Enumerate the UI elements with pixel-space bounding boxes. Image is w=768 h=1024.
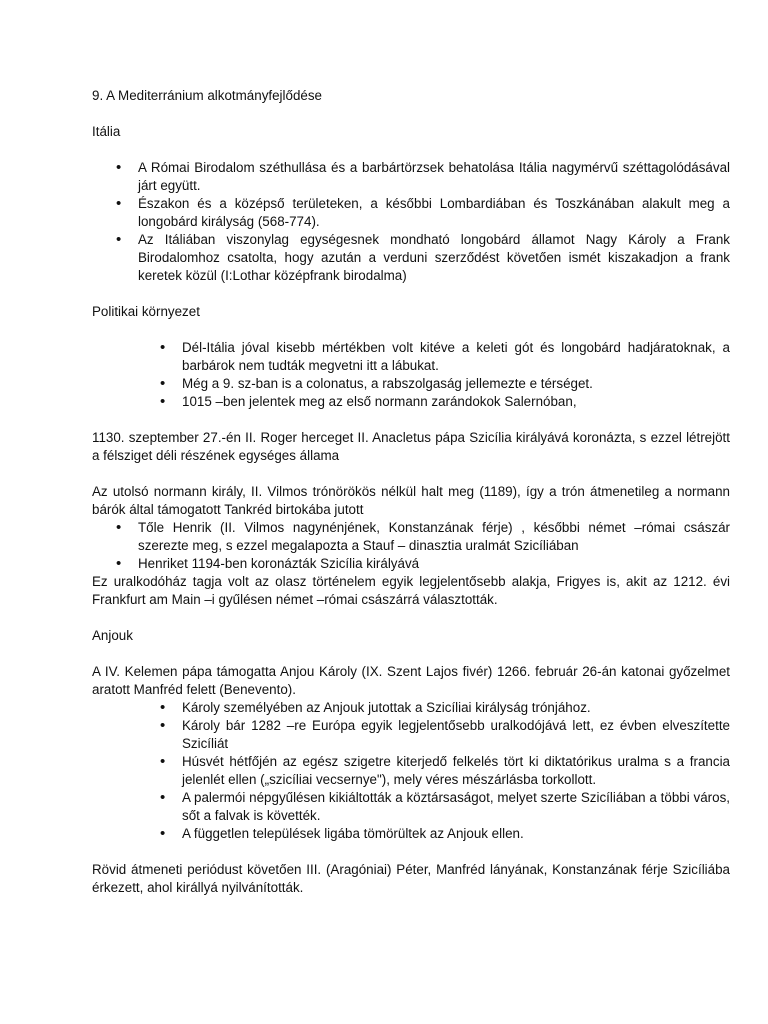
- page-title: 9. A Mediterránium alkotmányfejlődése: [92, 88, 322, 103]
- list-item: • A Római Birodalom széthullása és a barbártörzsek behatolása Itália nagymérvű széttagolódásával járt együtt.: [138, 159, 730, 195]
- list-item: • 1015 –ben jelentek meg az első normann zarándokok Salernóban,: [182, 393, 730, 411]
- paragraph: Ez uralkodóház tagja volt az olasz történelem egyik legjelentősebb alakja, Frigyes is, akit az 1212. évi Frankfurt am Main –i gyűlésen német –római császárrá választották.: [92, 574, 730, 607]
- paragraph: 1130. szeptember 27.-én II. Roger herceget II. Anacletus pápa Szicília királyává koronázta, s ezzel létrejött a félsziget déli részének egységes állama: [92, 430, 730, 463]
- list-item: • Károly bár 1282 –re Európa egyik legjelentősebb uralkodójává lett, ez évben elveszítette Szicíliát: [182, 717, 730, 753]
- list-item: • Tőle Henrik (II. Vilmos nagynénjének, Konstanzának férje) , későbbi német –római császár szerezte meg, s ezzel megalapozta a Stauf – dinasztia uralmát Szicíliában: [138, 519, 730, 555]
- section-heading-politika: Politikai környezet: [92, 304, 200, 319]
- list-item: • Az Itáliában viszonylag egységesnek mondható longobárd államot Nagy Károly a Frank Birodalomhoz csatolta, hogy azután a verduni szerződést követően ismét kiszakadjon a frank keretek közül (I:Lothar középfrank birodalma): [138, 231, 730, 285]
- section-heading-italia: Itália: [92, 124, 121, 139]
- anjouk-bullet-list: [92, 699, 730, 843]
- list-item: • Északon és a középső területeken, a későbbi Lombardiában és Toszkánában alakult meg a longobárd királyság (568-774).: [138, 195, 730, 231]
- italia-bullet-list: [92, 159, 730, 285]
- list-item: • Még a 9. sz-ban is a colonatus, a rabszolgaság jellemezte e térséget.: [182, 375, 730, 393]
- list-item: • Károly személyében az Anjouk jutottak a Szicíliai királyság trónjához.: [182, 699, 730, 717]
- list-item: • Henriket 1194-ben koronázták Szicília királyává: [138, 555, 730, 573]
- paragraph: A IV. Kelemen pápa támogatta Anjou Károly (IX. Szent Lajos fivér) 1266. február 26-án katonai győzelmet aratott Manfréd felett (Benevento).: [92, 664, 730, 697]
- paragraph: Az utolsó normann király, II. Vilmos trónörökös nélkül halt meg (1189), így a trón átmenetileg a normann bárók által támogatott Tankréd birtokába jutott: [92, 484, 730, 517]
- stauf-bullet-list: [92, 519, 730, 573]
- list-item: • A független települések ligába tömörültek az Anjouk ellen.: [182, 825, 730, 843]
- list-item: • A palermói népgyűlésen kikiáltották a köztársaságot, melyet szerte Szicíliában a többi város, sőt a falvak is követték.: [182, 789, 730, 825]
- document-body: [92, 87, 730, 897]
- section-heading-anjouk: Anjouk: [92, 628, 133, 643]
- list-item: • Dél-Itália jóval kisebb mértékben volt kitéve a keleti gót és longobárd hadjáratoknak, a barbárok nem tudták megvetni itt a lábukat.: [182, 339, 730, 375]
- politika-bullet-list: [92, 339, 730, 411]
- list-item: • Húsvét hétfőjén az egész szigetre kiterjedő felkelés tört ki diktatórikus uralma s a francia jelenlét ellen („szicíliai vecsernye"), mely véres mészárlásba torkollott.: [182, 753, 730, 789]
- paragraph: Rövid átmeneti periódust követően III. (Aragóniai) Péter, Manfréd lányának, Konstanzának férje Szicíliába érkezett, ahol királlyá nyilvánították.: [92, 862, 730, 895]
